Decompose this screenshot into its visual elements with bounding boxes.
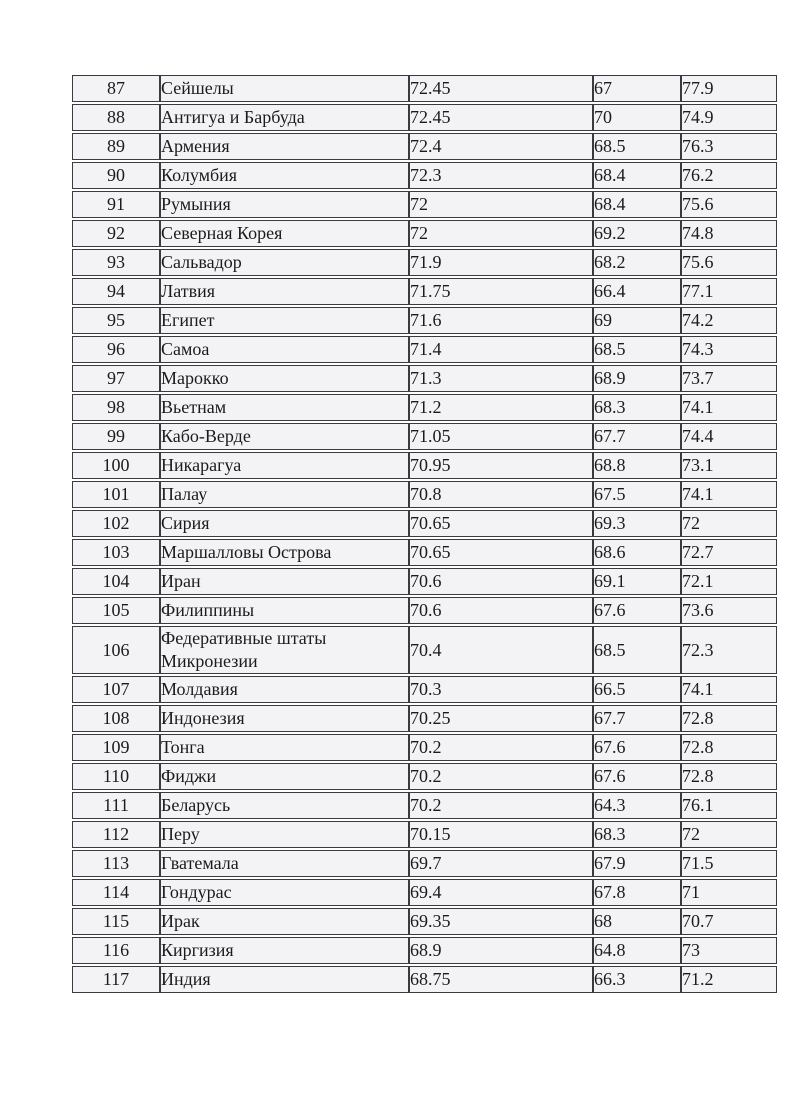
value3-cell: 72.8 (681, 763, 777, 790)
rank-cell: 115 (72, 908, 160, 935)
value2-cell: 67.7 (593, 423, 681, 450)
value1-cell: 72 (409, 191, 593, 218)
value2-cell: 68.5 (593, 133, 681, 160)
table-row (72, 705, 777, 732)
table-row (72, 336, 777, 363)
table-row (72, 734, 777, 761)
rank-cell: 87 (72, 75, 160, 102)
value2-cell: 68.6 (593, 539, 681, 566)
table-row (72, 365, 777, 392)
rank-cell: 112 (72, 821, 160, 848)
country-cell: Сейшелы (160, 75, 409, 102)
table-row (72, 249, 777, 276)
value2-cell: 67.9 (593, 850, 681, 877)
value3-cell: 72.3 (681, 626, 777, 674)
value1-cell: 70.2 (409, 792, 593, 819)
value1-cell: 71.4 (409, 336, 593, 363)
value3-cell: 74.8 (681, 220, 777, 247)
value3-cell: 73 (681, 937, 777, 964)
table-row (72, 104, 777, 131)
value1-cell: 70.65 (409, 539, 593, 566)
country-cell: Перу (160, 821, 409, 848)
country-cell: Кабо-Верде (160, 423, 409, 450)
country-cell: Ирак (160, 908, 409, 935)
value3-cell: 72.1 (681, 568, 777, 595)
value3-cell: 75.6 (681, 191, 777, 218)
rank-cell: 90 (72, 162, 160, 189)
country-cell: Федеративные штаты Микронезии (160, 626, 409, 674)
country-cell: Сальвадор (160, 249, 409, 276)
value2-cell: 68.9 (593, 365, 681, 392)
rank-cell: 110 (72, 763, 160, 790)
table-row (72, 850, 777, 877)
value3-cell: 76.1 (681, 792, 777, 819)
value2-cell: 66.3 (593, 966, 681, 993)
value2-cell: 68.4 (593, 162, 681, 189)
rank-cell: 104 (72, 568, 160, 595)
table-row (72, 821, 777, 848)
value3-cell: 74.4 (681, 423, 777, 450)
table-row (72, 452, 777, 479)
value3-cell: 76.3 (681, 133, 777, 160)
value1-cell: 71.75 (409, 278, 593, 305)
table-row (72, 307, 777, 334)
life-expectancy-table (72, 73, 777, 995)
rank-cell: 88 (72, 104, 160, 131)
value1-cell: 70.2 (409, 763, 593, 790)
rank-cell: 108 (72, 705, 160, 732)
value1-cell: 71.3 (409, 365, 593, 392)
value2-cell: 67.6 (593, 763, 681, 790)
value3-cell: 72.8 (681, 705, 777, 732)
value2-cell: 69 (593, 307, 681, 334)
value1-cell: 70.4 (409, 626, 593, 674)
country-cell: Марокко (160, 365, 409, 392)
rank-cell: 89 (72, 133, 160, 160)
rank-cell: 106 (72, 626, 160, 674)
country-cell: Сирия (160, 510, 409, 537)
value2-cell: 68.4 (593, 191, 681, 218)
value3-cell: 70.7 (681, 908, 777, 935)
country-cell: Филиппины (160, 597, 409, 624)
value2-cell: 68.8 (593, 452, 681, 479)
rank-cell: 116 (72, 937, 160, 964)
value3-cell: 74.1 (681, 481, 777, 508)
value3-cell: 73.7 (681, 365, 777, 392)
table-row (72, 879, 777, 906)
value1-cell: 68.9 (409, 937, 593, 964)
value3-cell: 74.1 (681, 394, 777, 421)
value2-cell: 67 (593, 75, 681, 102)
value2-cell: 67.8 (593, 879, 681, 906)
rank-cell: 101 (72, 481, 160, 508)
table-row (72, 220, 777, 247)
rank-cell: 95 (72, 307, 160, 334)
rank-cell: 99 (72, 423, 160, 450)
table-row (72, 937, 777, 964)
value3-cell: 72 (681, 510, 777, 537)
table-row (72, 75, 777, 102)
country-cell: Северная Корея (160, 220, 409, 247)
value1-cell: 70.65 (409, 510, 593, 537)
value3-cell: 74.9 (681, 104, 777, 131)
rank-cell: 105 (72, 597, 160, 624)
table-row (72, 539, 777, 566)
rank-cell: 100 (72, 452, 160, 479)
table-row (72, 394, 777, 421)
rank-cell: 113 (72, 850, 160, 877)
value2-cell: 68.5 (593, 336, 681, 363)
value3-cell: 71.5 (681, 850, 777, 877)
value1-cell: 70.6 (409, 597, 593, 624)
value1-cell: 71.9 (409, 249, 593, 276)
value2-cell: 66.5 (593, 676, 681, 703)
value1-cell: 70.95 (409, 452, 593, 479)
value1-cell: 69.35 (409, 908, 593, 935)
rank-cell: 107 (72, 676, 160, 703)
value2-cell: 69.2 (593, 220, 681, 247)
table-body (72, 75, 777, 993)
table-row (72, 133, 777, 160)
value2-cell: 67.5 (593, 481, 681, 508)
value1-cell: 71.6 (409, 307, 593, 334)
country-cell: Фиджи (160, 763, 409, 790)
table-row (72, 481, 777, 508)
country-cell: Румыния (160, 191, 409, 218)
country-cell: Индонезия (160, 705, 409, 732)
country-cell: Колумбия (160, 162, 409, 189)
value3-cell: 73.6 (681, 597, 777, 624)
rank-cell: 111 (72, 792, 160, 819)
value3-cell: 72.7 (681, 539, 777, 566)
value3-cell: 72.8 (681, 734, 777, 761)
value3-cell: 74.2 (681, 307, 777, 334)
value3-cell: 77.1 (681, 278, 777, 305)
table-row (72, 568, 777, 595)
value1-cell: 72.45 (409, 104, 593, 131)
country-cell: Гватемала (160, 850, 409, 877)
value1-cell: 70.2 (409, 734, 593, 761)
country-cell: Киргизия (160, 937, 409, 964)
table-row (72, 792, 777, 819)
country-cell: Египет (160, 307, 409, 334)
value1-cell: 71.2 (409, 394, 593, 421)
table-row (72, 763, 777, 790)
value1-cell: 69.4 (409, 879, 593, 906)
value3-cell: 77.9 (681, 75, 777, 102)
value3-cell: 75.6 (681, 249, 777, 276)
country-cell: Маршалловы Острова (160, 539, 409, 566)
country-cell: Антигуа и Барбуда (160, 104, 409, 131)
rank-cell: 109 (72, 734, 160, 761)
rank-cell: 97 (72, 365, 160, 392)
value1-cell: 72 (409, 220, 593, 247)
value3-cell: 74.3 (681, 336, 777, 363)
value2-cell: 68.2 (593, 249, 681, 276)
value2-cell: 64.3 (593, 792, 681, 819)
country-cell: Никарагуа (160, 452, 409, 479)
value2-cell: 68.3 (593, 821, 681, 848)
value3-cell: 71.2 (681, 966, 777, 993)
value2-cell: 68.5 (593, 626, 681, 674)
value1-cell: 72.3 (409, 162, 593, 189)
value3-cell: 71 (681, 879, 777, 906)
value1-cell: 70.15 (409, 821, 593, 848)
rank-cell: 114 (72, 879, 160, 906)
rank-cell: 102 (72, 510, 160, 537)
rank-cell: 93 (72, 249, 160, 276)
rank-cell: 96 (72, 336, 160, 363)
country-cell: Гондурас (160, 879, 409, 906)
country-cell: Беларусь (160, 792, 409, 819)
value3-cell: 74.1 (681, 676, 777, 703)
value1-cell: 70.25 (409, 705, 593, 732)
rank-cell: 117 (72, 966, 160, 993)
table-row (72, 510, 777, 537)
value3-cell: 72 (681, 821, 777, 848)
table-row (72, 676, 777, 703)
value1-cell: 69.7 (409, 850, 593, 877)
country-cell: Иран (160, 568, 409, 595)
table-row (72, 162, 777, 189)
value1-cell: 72.4 (409, 133, 593, 160)
rank-cell: 92 (72, 220, 160, 247)
value2-cell: 64.8 (593, 937, 681, 964)
value1-cell: 70.6 (409, 568, 593, 595)
country-cell: Молдавия (160, 676, 409, 703)
rank-cell: 98 (72, 394, 160, 421)
country-cell: Тонга (160, 734, 409, 761)
value2-cell: 69.1 (593, 568, 681, 595)
table-row (72, 191, 777, 218)
value1-cell: 72.45 (409, 75, 593, 102)
rank-cell: 94 (72, 278, 160, 305)
value3-cell: 73.1 (681, 452, 777, 479)
country-cell: Индия (160, 966, 409, 993)
value2-cell: 70 (593, 104, 681, 131)
value1-cell: 70.8 (409, 481, 593, 508)
table-row (72, 626, 777, 674)
country-cell: Вьетнам (160, 394, 409, 421)
table-row (72, 908, 777, 935)
rank-cell: 91 (72, 191, 160, 218)
value1-cell: 68.75 (409, 966, 593, 993)
table-row (72, 278, 777, 305)
value3-cell: 76.2 (681, 162, 777, 189)
value2-cell: 68 (593, 908, 681, 935)
value1-cell: 70.3 (409, 676, 593, 703)
table-row (72, 597, 777, 624)
rank-cell: 103 (72, 539, 160, 566)
value2-cell: 67.7 (593, 705, 681, 732)
value2-cell: 67.6 (593, 734, 681, 761)
table-row (72, 423, 777, 450)
country-cell: Армения (160, 133, 409, 160)
value2-cell: 66.4 (593, 278, 681, 305)
value2-cell: 68.3 (593, 394, 681, 421)
country-cell: Палау (160, 481, 409, 508)
value2-cell: 69.3 (593, 510, 681, 537)
value1-cell: 71.05 (409, 423, 593, 450)
country-cell: Самоа (160, 336, 409, 363)
country-cell: Латвия (160, 278, 409, 305)
value2-cell: 67.6 (593, 597, 681, 624)
table-row (72, 966, 777, 993)
